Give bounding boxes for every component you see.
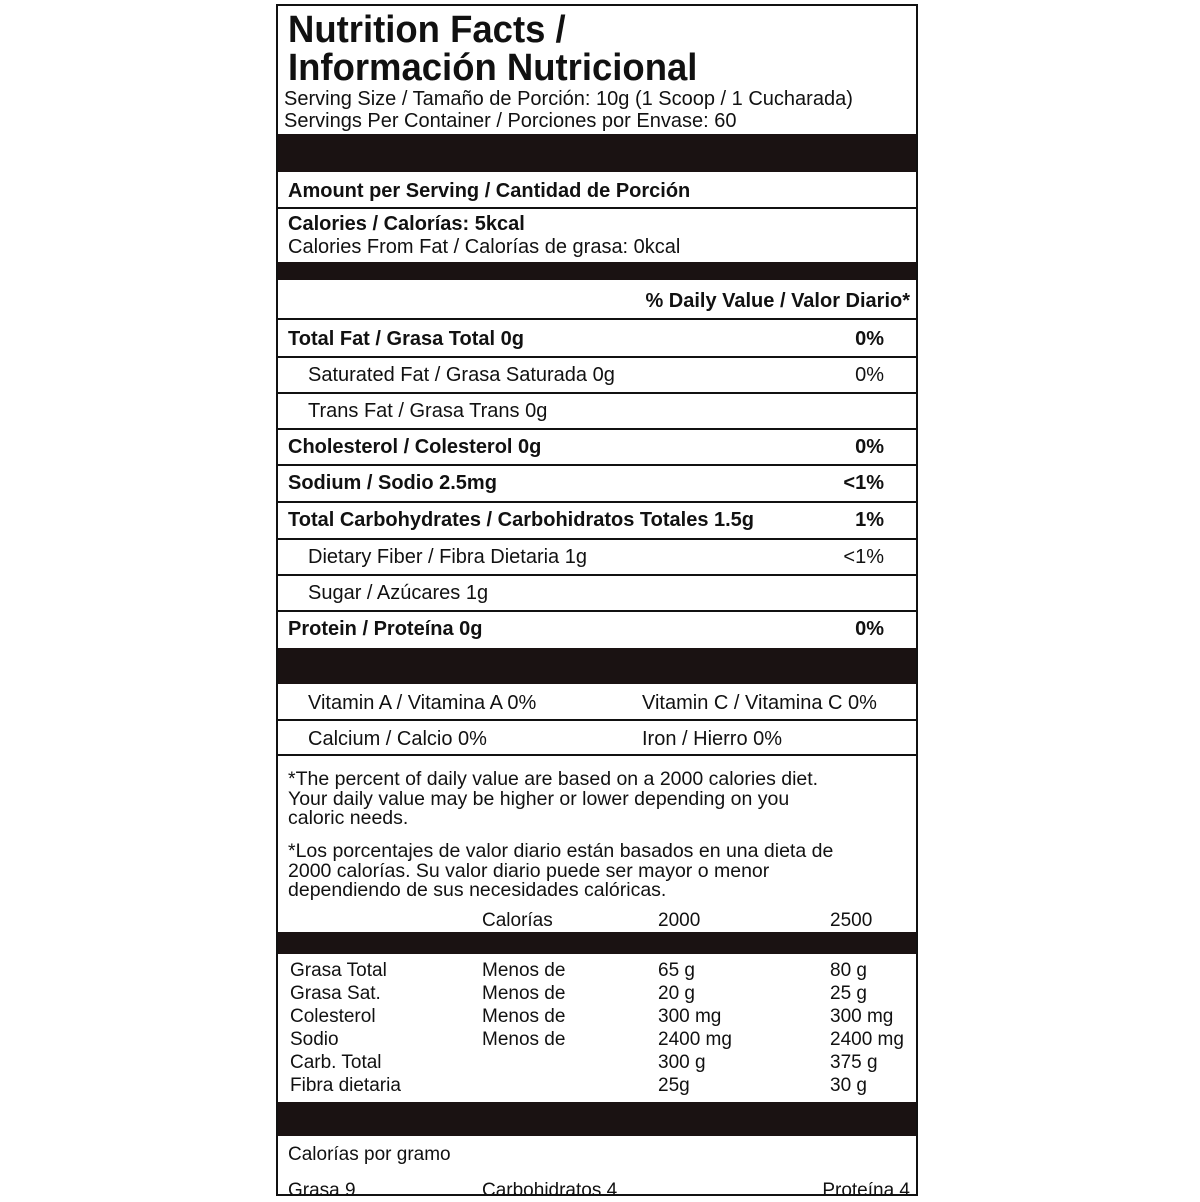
servings-per-container: Servings Per Container / Porciones por Envase: 60 xyxy=(284,110,737,132)
protein-calories-per-gram: Proteína 4 xyxy=(822,1180,910,1201)
nutrient-row xyxy=(278,612,916,647)
footnote-line: dependiendo de sus necesidades calóricas. xyxy=(288,879,667,901)
carbs-calories-per-gram: Carbohidratos 4 xyxy=(482,1180,618,1201)
reference-cell: Menos de xyxy=(482,983,566,1004)
reference-cell: 300 mg xyxy=(830,1006,894,1027)
divider xyxy=(278,719,916,721)
divider xyxy=(278,318,916,320)
nutrient-daily-value: <1% xyxy=(843,546,884,568)
reference-cell: 30 g xyxy=(830,1075,867,1096)
reference-cell: Carb. Total xyxy=(290,1052,382,1073)
calories-from-fat: Calories From Fat / Calorías de grasa: 0kcal xyxy=(288,236,681,258)
thick-divider xyxy=(278,648,916,684)
footnote-line: *Los porcentajes de valor diario están basados en una dieta de xyxy=(288,840,834,862)
nutrient-row xyxy=(278,430,916,465)
amount-per-serving-row xyxy=(278,174,916,209)
nutrient-daily-value: 0% xyxy=(855,436,884,458)
nutrient-daily-value: 0% xyxy=(855,618,884,640)
reference-cell: 300 mg xyxy=(658,1006,722,1027)
reference-cell: 375 g xyxy=(830,1052,878,1073)
reference-cell: Grasa Sat. xyxy=(290,983,381,1004)
footnote-line: Your daily value may be higher or lower depending on you xyxy=(288,787,790,810)
fat-calories-per-gram: Grasa 9 xyxy=(288,1180,356,1201)
nutrient-row xyxy=(278,358,916,393)
nutrient-daily-value: 0% xyxy=(855,364,884,386)
daily-value-header: % Daily Value / Valor Diario* xyxy=(645,290,910,312)
nutrient-daily-value: 0% xyxy=(855,328,884,350)
reference-cell: 2400 mg xyxy=(830,1029,904,1050)
calories: Calories / Calorías: 5kcal xyxy=(288,213,525,235)
nutrient-row xyxy=(278,394,916,429)
nutrient-row xyxy=(278,540,916,575)
reference-cell: Menos de xyxy=(482,1006,566,1027)
nutrient-name: Dietary Fiber / Fibra Dietaria 1g xyxy=(308,546,587,568)
nutrient-row xyxy=(278,322,916,357)
calories-per-gram-label: Calorías por gramo xyxy=(288,1144,451,1165)
footnote-line: *The percent of daily value are based on a 2000 calories diet. xyxy=(288,768,819,790)
amount-per-serving-label: Amount per Serving / Cantidad de Porción xyxy=(288,180,691,202)
nutrient-name: Total Carbohydrates / Carbohidratos Totales 1.5g xyxy=(288,509,755,531)
reference-cell: Grasa Total xyxy=(290,960,387,981)
nutrient-daily-value: <1% xyxy=(843,472,884,494)
vitamin-value: Vitamin A / Vitamina A 0% xyxy=(308,692,537,714)
reference-cell: 20 g xyxy=(658,983,695,1004)
nutrient-name: Total Fat / Grasa Total 0g xyxy=(288,328,524,350)
vitamin-row xyxy=(278,722,916,757)
vitamin-value: Calcium / Calcio 0% xyxy=(308,728,487,750)
reference-cell: Sodio xyxy=(290,1029,339,1050)
nutrient-row xyxy=(278,576,916,611)
reference-cell: Fibra dietaria xyxy=(290,1075,401,1096)
thick-divider xyxy=(278,134,916,172)
reference-cell: Colesterol xyxy=(290,1006,376,1027)
reference-cell: 65 g xyxy=(658,960,695,981)
nutrient-name: Sugar / Azúcares 1g xyxy=(308,582,489,604)
reference-header-cell: 2500 xyxy=(830,910,873,931)
reference-cell: 80 g xyxy=(830,960,867,981)
reference-cell: 25g xyxy=(658,1075,690,1096)
reference-cell: 300 g xyxy=(658,1052,706,1073)
reference-header-cell: 2000 xyxy=(658,910,701,931)
thick-divider xyxy=(278,932,916,954)
thick-divider xyxy=(278,1102,916,1136)
vitamin-value: Iron / Hierro 0% xyxy=(642,728,783,750)
vitamin-row xyxy=(278,686,916,721)
nutrient-name: Protein / Proteína 0g xyxy=(288,618,483,640)
title-english: Nutrition Facts / xyxy=(288,9,566,51)
nutrient-row xyxy=(278,503,916,538)
nutrient-name: Trans Fat / Grasa Trans 0g xyxy=(308,400,548,422)
reference-cell: 2400 mg xyxy=(658,1029,732,1050)
serving-size: Serving Size / Tamaño de Porción: 10g (1 Scoop / 1 Cucharada) xyxy=(284,88,853,110)
medium-divider xyxy=(278,262,916,280)
daily-value-header-row xyxy=(278,284,916,319)
vitamin-value: Vitamin C / Vitamina C 0% xyxy=(642,692,877,714)
footnote-line: caloric needs. xyxy=(288,807,409,829)
title-spanish: Información Nutricional xyxy=(288,47,698,89)
reference-cell: Menos de xyxy=(482,960,566,981)
nutrient-daily-value: 1% xyxy=(855,509,884,531)
nutrient-name: Saturated Fat / Grasa Saturada 0g xyxy=(308,364,615,386)
footnote-line: 2000 calorías. Su valor diario puede ser mayor o menor xyxy=(288,859,770,882)
nutrient-row xyxy=(278,466,916,501)
nutrition-facts-panel xyxy=(276,4,918,1201)
reference-header-cell: Calorías xyxy=(482,910,553,931)
divider xyxy=(278,754,916,756)
reference-cell: 25 g xyxy=(830,983,867,1004)
divider xyxy=(278,207,916,209)
reference-cell: Menos de xyxy=(482,1029,566,1050)
nutrient-name: Cholesterol / Colesterol 0g xyxy=(288,436,542,458)
nutrient-name: Sodium / Sodio 2.5mg xyxy=(288,472,497,494)
